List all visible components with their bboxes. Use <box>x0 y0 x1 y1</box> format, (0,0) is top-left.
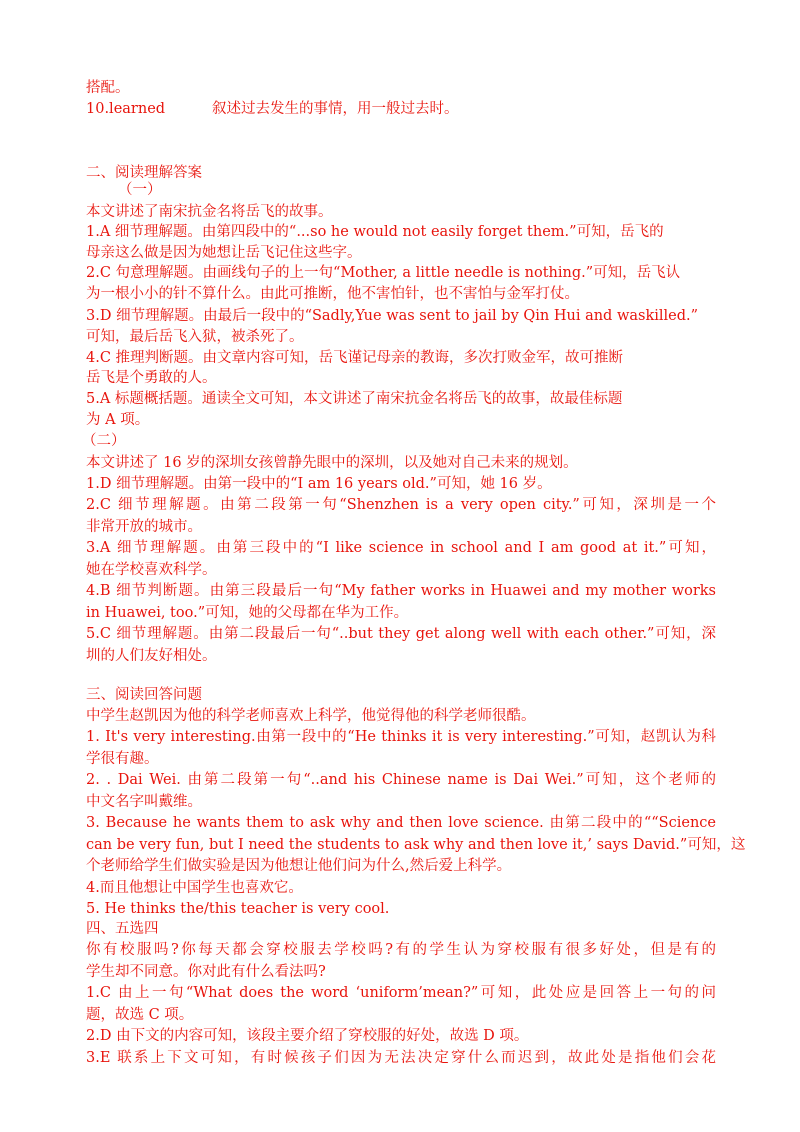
text-line: can be very fun, but I need the students to ask why and then love it,’ says David.”可知，这 <box>86 837 746 853</box>
text-line: 本文讲述了南宋抗金名将岳飞的故事。 <box>86 204 333 220</box>
text-line: 个老师给学生们做实验是因为他想让他们问为什么,然后爱上科学。 <box>86 858 512 874</box>
text-line: 本文讲述了 16 岁的深圳女孩曾静先眼中的深圳，以及她对自己未来的规划。 <box>86 455 578 471</box>
text-line: 3.D 细节理解题。由最后一段中的“Sadly,Yue was sent to jail by Qin Hui and waskilled.” <box>86 308 699 324</box>
text-line: 4.而且他想让中国学生也喜欢它。 <box>86 880 303 896</box>
text-line: 母亲这么做是因为她想让岳飞记住这些字。 <box>86 245 362 261</box>
text-line: 1.D 细节理解题。由第一段中的“I am 16 years old.”可知，她 16 岁。 <box>86 476 552 492</box>
subsection-heading: （一） <box>118 182 162 198</box>
text-line: 1. It's very interesting.由第一段中的“He thinks it is very interesting.”可知，赵凯认为科 <box>86 729 716 745</box>
text-line: 3. Because he wants them to ask why and then love science. 由第二段中的““Science <box>86 815 716 831</box>
text-line: 为 A 项。 <box>86 412 150 428</box>
section-heading: 四、五选四 <box>86 921 159 937</box>
text-line: 5.A 标题概括题。通读全文可知，本文讲述了南宋抗金名将岳飞的故事，故最佳标题 <box>86 391 623 407</box>
text-line: 你有校服吗?你每天都会穿校服去学校吗?有的学生认为穿校服有很多好处，但是有的 <box>86 942 716 958</box>
text-line: 中文名字叫戴维。 <box>86 794 202 810</box>
text-line: 3.E 联系上下文可知，有时候孩子们因为无法决定穿什么而迟到，故此处是指他们会花 <box>86 1050 716 1066</box>
text-line <box>86 99 716 119</box>
text-line: 4.B 细节判断题。由第三段最后一句“My father works in Huawei and my mother works <box>86 583 716 599</box>
text-line: 5. He thinks the/this teacher is very cool. <box>86 901 390 917</box>
text-line: 为一根小小的针不算什么。由此可推断，他不害怕针，也不害怕与金军打仗。 <box>86 286 579 302</box>
text-line: 2.D 由下文的内容可知，该段主要介绍了穿校服的好处，故选 D 项。 <box>86 1028 529 1044</box>
text-line: 圳的人们友好相处。 <box>86 648 217 664</box>
text-line: 题，故选 C 项。 <box>86 1007 194 1023</box>
text-line: in Huawei, too.”可知，她的父母都在华为工作。 <box>86 605 409 621</box>
text-line: 岳飞是个勇敢的人。 <box>86 370 217 386</box>
answer-explanation: 叙述过去发生的事情，用一般过去时。 <box>212 101 459 117</box>
text-line: 1.C 由上一句“What does the word ‘uniform’mean?”可知，此处应是回答上一句的问 <box>86 985 716 1001</box>
section-heading: 二、阅读理解答案 <box>86 165 202 181</box>
text-line: 1.A 细节理解题。由第四段中的“...so he would not easily forget them.”可知，岳飞的 <box>86 224 664 240</box>
text-line: 非常开放的城市。 <box>86 519 202 535</box>
section-heading: 三、阅读回答问题 <box>86 687 202 703</box>
answer-term: 10.learned <box>86 101 166 117</box>
text-line: 2.C 细节理解题。由第二段第一句“Shenzhen is a very open city.”可知，深圳是一个 <box>86 497 716 513</box>
text-line: 3.A 细节理解题。由第三段中的“I like science in school and I am good at it.”可知， <box>86 540 716 556</box>
text-line: 5.C 细节理解题。由第二段最后一句“..but they get along well with each other.”可知，深 <box>86 626 716 642</box>
subsection-heading: （二） <box>82 433 126 449</box>
text-line: 2. . Dai Wei. 由第二段第一句“..and his Chinese name is Dai Wei.”可知，这个老师的 <box>86 772 716 788</box>
text-line: 学生却不同意。你对此有什么看法吗? <box>86 964 326 980</box>
text-line: 搭配。 <box>86 80 130 96</box>
text-line: 学很有趣。 <box>86 751 159 767</box>
text-line: 中学生赵凯因为他的科学老师喜欢上科学，他觉得他的科学老师很酷。 <box>86 708 536 724</box>
text-line: 可知，最后岳飞入狱，被杀死了。 <box>86 329 304 345</box>
text-line: 她在学校喜欢科学。 <box>86 562 217 578</box>
text-line: 2.C 句意理解题。由画线句子的上一句“Mother, a little needle is nothing.”可知，岳飞认 <box>86 265 681 281</box>
text-line: 4.C 推理判断题。由文章内容可知，岳飞谨记母亲的教诲，多次打败金军，故可推断 <box>86 350 624 366</box>
